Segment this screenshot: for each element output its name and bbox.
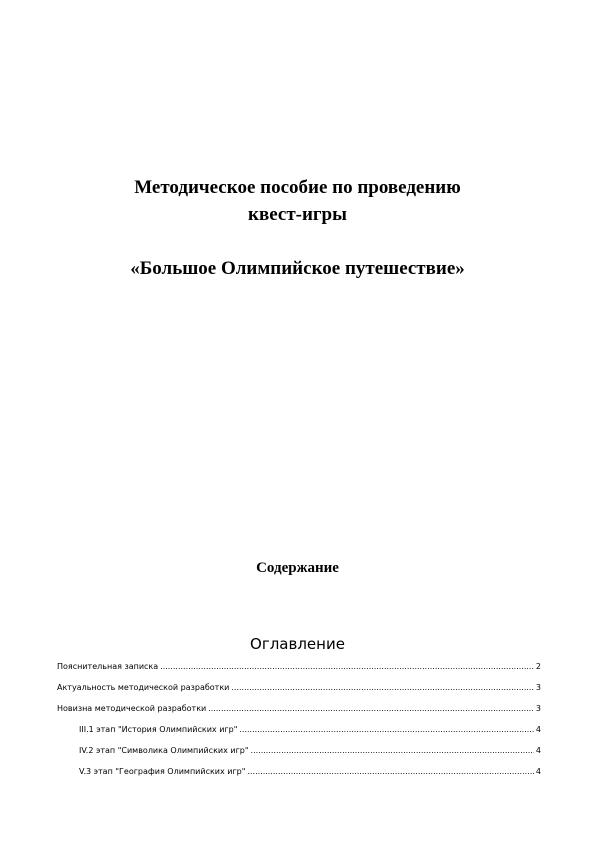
toc-entry-page: 2 bbox=[535, 662, 541, 671]
toc-dot-leader bbox=[239, 719, 534, 740]
toc-entry-page: 4 bbox=[535, 767, 541, 776]
toc-heading: Оглавление bbox=[250, 635, 345, 653]
toc-dot-leader bbox=[251, 740, 534, 761]
document-title-block bbox=[0, 174, 595, 282]
toc-entry-page: 3 bbox=[535, 704, 541, 713]
toc-entry[interactable] bbox=[57, 677, 541, 698]
toc-entry-text: Пояснительная записка bbox=[57, 662, 159, 671]
toc-entry-text: Новизна методической разработки bbox=[57, 704, 207, 713]
document-title-line-1: Методическое пособие по проведению bbox=[134, 177, 461, 198]
toc-entry[interactable] bbox=[57, 698, 541, 719]
toc-entry-text: III.1 этап "История Олимпийских игр" bbox=[79, 725, 238, 734]
toc-dot-leader bbox=[208, 698, 534, 719]
toc-dot-leader bbox=[160, 656, 534, 677]
toc-entry-page: 4 bbox=[535, 746, 541, 755]
toc-dot-leader bbox=[231, 677, 534, 698]
contents-heading: Содержание bbox=[256, 560, 339, 576]
toc-entry-text: IV.2 этап "Символика Олимпийских игр" bbox=[79, 746, 249, 755]
toc-subentry[interactable] bbox=[57, 719, 541, 740]
document-title-line-2: квест-игры bbox=[248, 204, 347, 225]
toc-entry[interactable] bbox=[57, 656, 541, 677]
toc-subentry[interactable] bbox=[57, 740, 541, 761]
toc-subentry[interactable] bbox=[57, 761, 541, 782]
toc-entry-page: 3 bbox=[535, 683, 541, 692]
toc-entry-text: Актуальность методической разработки bbox=[57, 683, 230, 692]
table-of-contents bbox=[57, 656, 541, 782]
document-subtitle: «Большое Олимпийское путешествие» bbox=[130, 258, 465, 279]
toc-entry-page: 4 bbox=[535, 725, 541, 734]
toc-entry-text: V.3 этап "География Олимпийских игр" bbox=[79, 767, 246, 776]
toc-dot-leader bbox=[247, 761, 533, 782]
